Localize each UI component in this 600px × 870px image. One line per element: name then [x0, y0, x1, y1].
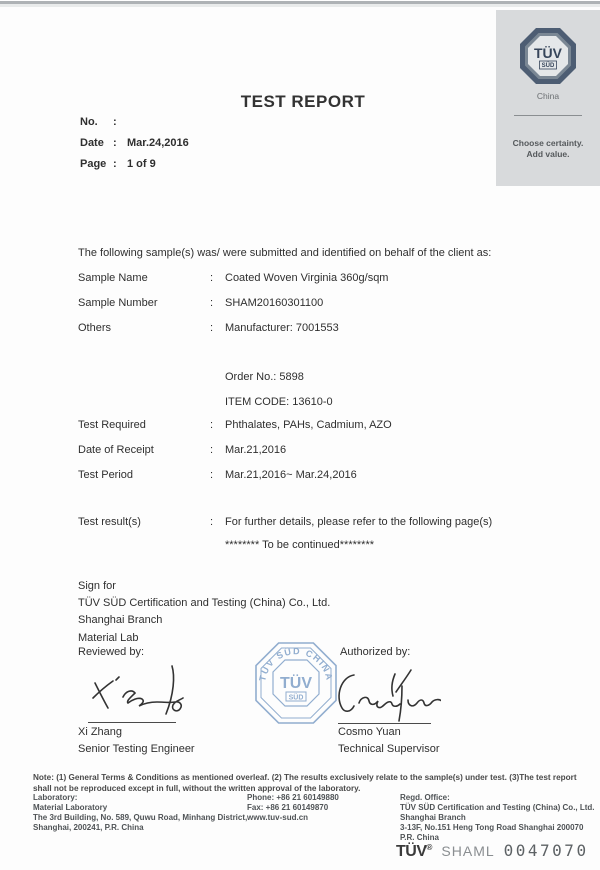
- regd-line: 3-13F, No.151 Heng Tong Road Shanghai 200070: [400, 823, 584, 832]
- reviewer-name: Xi Zhang: [78, 726, 123, 738]
- row-colon: :: [210, 444, 214, 456]
- row-value: Coated Woven Virginia 360g/sqm: [225, 272, 389, 284]
- badge-slogan: [496, 138, 600, 160]
- row-value: Phthalates, PAHs, Cadmium, AZO: [225, 419, 392, 431]
- header-field-no: [80, 116, 189, 137]
- laboratory-line: Shanghai, 200241, P.R. China: [33, 823, 144, 832]
- row-label: Date of Receipt: [78, 444, 154, 456]
- tuv-sud-china-stamp: [254, 641, 338, 725]
- sign-for-line: Sign for: [78, 580, 116, 592]
- sample-number-row: [78, 297, 323, 309]
- regd-line: TÜV SÜD Certification and Testing (China) Co., Ltd.: [400, 803, 595, 812]
- row-colon: :: [210, 469, 214, 481]
- date-of-receipt-row: [78, 444, 286, 456]
- badge-region-label: China: [536, 91, 560, 101]
- field-value: 1 of 9: [127, 158, 156, 170]
- laboratory-address-block: [33, 793, 247, 833]
- field-label: No.: [80, 116, 98, 128]
- row-colon: :: [210, 297, 214, 309]
- row-value: Manufacturer: 7001553: [225, 322, 339, 334]
- test-result-row: [78, 516, 492, 528]
- test-period-row: [78, 469, 357, 481]
- tuv-wordmark: TÜV: [396, 843, 427, 860]
- regd-line: Shanghai Branch: [400, 813, 466, 822]
- website-line: www.tuv-sud.cn: [247, 813, 309, 822]
- authorizer-signature: [333, 666, 441, 726]
- authorizer-name: Cosmo Yuan: [338, 726, 401, 738]
- row-colon: :: [210, 272, 214, 284]
- regd-office-block: [400, 793, 595, 843]
- item-code-line: ITEM CODE: 13610-0: [225, 396, 333, 408]
- row-value: For further details, please refer to the following page(s): [225, 516, 493, 528]
- row-value: Mar.21,2016~ Mar.24,2016: [225, 469, 357, 481]
- registered-mark: ®: [426, 843, 433, 852]
- row-colon: :: [210, 419, 214, 431]
- row-value: SHAM20160301100: [225, 297, 324, 309]
- serial-number: 0047070: [503, 841, 589, 860]
- reviewer-title: Senior Testing Engineer: [78, 743, 195, 755]
- badge-logo-text: TÜV: [534, 45, 562, 61]
- row-label: Test result(s): [78, 516, 141, 528]
- company-line: TÜV SÜD Certification and Testing (China) Co., Ltd.: [78, 597, 331, 610]
- branch-line: Shanghai Branch: [78, 614, 163, 627]
- lab-line: Material Lab: [78, 631, 139, 644]
- header-field-date: [80, 137, 189, 158]
- scan-edge: [0, 0, 600, 8]
- others-row: [78, 322, 339, 334]
- page-title: TEST REPORT: [240, 92, 366, 111]
- field-label: Page: [80, 158, 107, 170]
- field-value: Mar.24,2016: [127, 137, 189, 149]
- stamp-center-text: TÜV: [280, 675, 312, 692]
- regd-line: P.R. China: [400, 833, 439, 842]
- field-label: Date: [80, 137, 104, 149]
- tuv-sud-logo-icon: [519, 27, 577, 85]
- reviewer-signature: [85, 660, 190, 722]
- reviewed-by-label: Reviewed by:: [78, 646, 145, 658]
- signoff-block: [78, 578, 330, 647]
- lab-code: SHAML: [441, 843, 495, 859]
- regd-title: Regd. Office:: [400, 793, 450, 802]
- authorized-by-label: Authorized by:: [340, 646, 411, 658]
- intro-line: The following sample(s) was/ were submitted and identified on behalf of the client as:: [78, 247, 492, 259]
- header-fields: [80, 116, 189, 179]
- row-value: Mar.21,2016: [225, 444, 287, 456]
- field-colon: :: [113, 137, 117, 149]
- authorizer-signature-line: [338, 723, 431, 724]
- phone-line: Phone: +86 21 60149880: [247, 793, 339, 802]
- fax-line: Fax: +86 21 60149870: [247, 803, 329, 812]
- to-be-continued-line: ******** To be continued********: [225, 539, 375, 551]
- badge-logo-sub: SÜD: [541, 63, 555, 70]
- stamp-center-sub: SÜD: [288, 694, 304, 702]
- laboratory-title: Laboratory:: [33, 793, 78, 802]
- test-required-row: [78, 419, 392, 431]
- badge-divider: [514, 115, 582, 116]
- row-label: Others: [78, 322, 112, 334]
- laboratory-line: The 3rd Building, No. 589, Quwu Road, Minhang District,: [33, 813, 248, 822]
- footer-note: Note: (1) General Terms & Conditions as mentioned overleaf. (2) The results exclusively relate to the sample(s) under test. (3)The test report shall not be reproduced except in full, without the written approval of the laboratory.: [33, 773, 577, 793]
- authorizer-title: Technical Supervisor: [338, 743, 440, 755]
- row-label: Test Period: [78, 469, 134, 481]
- row-colon: :: [210, 322, 214, 334]
- field-colon: :: [113, 158, 117, 170]
- row-label: Sample Number: [78, 297, 158, 309]
- sample-name-row: [78, 272, 388, 284]
- badge-slogan-line2: Add value.: [526, 149, 570, 159]
- report-serial-line: [396, 841, 589, 861]
- row-colon: :: [210, 516, 214, 528]
- reviewer-signature-line: [88, 722, 176, 723]
- stamp-ring-text: TÜV SÜD CHINA: [257, 646, 335, 683]
- row-label: Sample Name: [78, 272, 148, 284]
- laboratory-line: Material Laboratory: [33, 803, 108, 812]
- header-field-page: [80, 158, 189, 179]
- order-no-line: Order No.: 5898: [225, 371, 304, 383]
- contact-block: [247, 793, 339, 823]
- field-colon: :: [113, 116, 117, 128]
- row-label: Test Required: [78, 419, 146, 431]
- badge-slogan-line1: Choose certainty.: [512, 138, 584, 148]
